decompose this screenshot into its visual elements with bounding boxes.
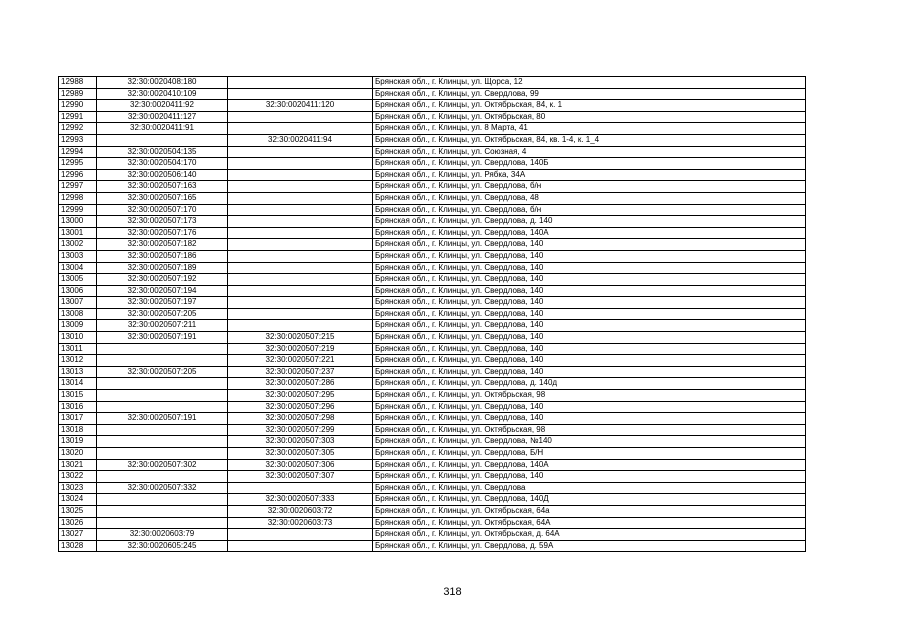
page-number: 318 <box>443 586 462 598</box>
address-cell: Брянская обл., г. Клинцы, ул. Свердлова, 140Д <box>373 494 806 506</box>
address-cell: Брянская обл., г. Клинцы, ул. Свердлова, 140 <box>373 471 806 483</box>
cadastral-number-cell: 32:30:0020605:245 <box>97 540 228 552</box>
related-cadastral-number-cell <box>228 262 373 274</box>
cadastral-number-cell: 32:30:0020506:140 <box>97 169 228 181</box>
related-cadastral-number-cell: 32:30:0020507:295 <box>228 390 373 402</box>
cadastral-number-cell <box>97 134 228 146</box>
table-row <box>59 297 806 309</box>
related-cadastral-number-cell <box>228 77 373 89</box>
address-cell: Брянская обл., г. Клинцы, ул. Октябрьская, д. 64А <box>373 529 806 541</box>
address-cell: Брянская обл., г. Клинцы, ул. Свердлова, 48 <box>373 192 806 204</box>
row-number-cell: 13013 <box>59 366 97 378</box>
cadastral-number-cell: 32:30:0020411:127 <box>97 111 228 123</box>
row-number-cell: 13027 <box>59 529 97 541</box>
row-number-cell: 13012 <box>59 355 97 367</box>
related-cadastral-number-cell <box>228 169 373 181</box>
row-number-cell: 13006 <box>59 285 97 297</box>
row-number-cell: 12995 <box>59 158 97 170</box>
table-row <box>59 448 806 460</box>
row-number-cell: 12996 <box>59 169 97 181</box>
address-cell: Брянская обл., г. Клинцы, ул. Свердлова, 140 <box>373 355 806 367</box>
related-cadastral-number-cell: 32:30:0020603:73 <box>228 517 373 529</box>
address-cell: Брянская обл., г. Клинцы, ул. Свердлова, 140 <box>373 262 806 274</box>
row-number-cell: 13001 <box>59 227 97 239</box>
row-number-cell: 12988 <box>59 77 97 89</box>
cadastral-number-cell: 32:30:0020507:170 <box>97 204 228 216</box>
row-number-cell: 13004 <box>59 262 97 274</box>
table-row <box>59 239 806 251</box>
related-cadastral-number-cell: 32:30:0020603:72 <box>228 505 373 517</box>
address-cell: Брянская обл., г. Клинцы, ул. Свердлова, 140 <box>373 366 806 378</box>
row-number-cell: 13024 <box>59 494 97 506</box>
address-cell: Брянская обл., г. Клинцы, ул. Октябрьская, 98 <box>373 390 806 402</box>
cadastral-number-cell <box>97 378 228 390</box>
related-cadastral-number-cell: 32:30:0020411:94 <box>228 134 373 146</box>
row-number-cell: 13003 <box>59 250 97 262</box>
registry-table-body <box>59 77 806 552</box>
row-number-cell: 13014 <box>59 378 97 390</box>
related-cadastral-number-cell <box>228 216 373 228</box>
address-cell: Брянская обл., г. Клинцы, ул. Союзная, 4 <box>373 146 806 158</box>
table-row <box>59 332 806 344</box>
cadastral-number-cell: 32:30:0020410:109 <box>97 88 228 100</box>
related-cadastral-number-cell <box>228 123 373 135</box>
related-cadastral-number-cell <box>228 540 373 552</box>
table-row <box>59 366 806 378</box>
related-cadastral-number-cell: 32:30:0020507:298 <box>228 413 373 425</box>
cadastral-number-cell <box>97 436 228 448</box>
related-cadastral-number-cell <box>228 181 373 193</box>
address-cell: Брянская обл., г. Клинцы, ул. Свердлова, 99 <box>373 88 806 100</box>
cadastral-number-cell <box>97 448 228 460</box>
table-row <box>59 378 806 390</box>
cadastral-number-cell: 32:30:0020507:173 <box>97 216 228 228</box>
cadastral-number-cell <box>97 505 228 517</box>
row-number-cell: 13025 <box>59 505 97 517</box>
table-row <box>59 169 806 181</box>
row-number-cell: 12989 <box>59 88 97 100</box>
related-cadastral-number-cell: 32:30:0020507:303 <box>228 436 373 448</box>
table-row <box>59 471 806 483</box>
address-cell: Брянская обл., г. Клинцы, ул. Октябрьская, 84, кв. 1-4, к. 1_4 <box>373 134 806 146</box>
address-cell: Брянская обл., г. Клинцы, ул. Свердлова, 140А <box>373 227 806 239</box>
cadastral-number-cell <box>97 494 228 506</box>
table-row <box>59 413 806 425</box>
table-row <box>59 88 806 100</box>
row-number-cell: 13020 <box>59 448 97 460</box>
row-number-cell: 13028 <box>59 540 97 552</box>
related-cadastral-number-cell: 32:30:0020507:307 <box>228 471 373 483</box>
related-cadastral-number-cell: 32:30:0020507:221 <box>228 355 373 367</box>
table-row <box>59 459 806 471</box>
address-cell: Брянская обл., г. Клинцы, ул. Щорса, 12 <box>373 77 806 89</box>
address-cell: Брянская обл., г. Клинцы, ул. 8 Марта, 41 <box>373 123 806 135</box>
cadastral-number-cell: 32:30:0020507:197 <box>97 297 228 309</box>
related-cadastral-number-cell: 32:30:0020507:296 <box>228 401 373 413</box>
row-number-cell: 13009 <box>59 320 97 332</box>
table-row <box>59 320 806 332</box>
table-row <box>59 517 806 529</box>
table-row <box>59 227 806 239</box>
address-cell: Брянская обл., г. Клинцы, ул. Свердлова, 140 <box>373 343 806 355</box>
address-cell: Брянская обл., г. Клинцы, ул. Свердлова, 140А <box>373 459 806 471</box>
row-number-cell: 13023 <box>59 482 97 494</box>
row-number-cell: 13019 <box>59 436 97 448</box>
related-cadastral-number-cell <box>228 529 373 541</box>
row-number-cell: 13008 <box>59 308 97 320</box>
table-row <box>59 134 806 146</box>
related-cadastral-number-cell: 32:30:0020507:306 <box>228 459 373 471</box>
table-row <box>59 274 806 286</box>
address-cell: Брянская обл., г. Клинцы, ул. Свердлова, 140 <box>373 274 806 286</box>
cadastral-number-cell: 32:30:0020507:205 <box>97 308 228 320</box>
row-number-cell: 13010 <box>59 332 97 344</box>
address-cell: Брянская обл., г. Клинцы, ул. Свердлова, 140 <box>373 320 806 332</box>
cadastral-number-cell: 32:30:0020507:194 <box>97 285 228 297</box>
related-cadastral-number-cell <box>228 308 373 320</box>
table-row <box>59 308 806 320</box>
related-cadastral-number-cell <box>228 111 373 123</box>
row-number-cell: 13021 <box>59 459 97 471</box>
cadastral-number-cell <box>97 355 228 367</box>
table-row <box>59 250 806 262</box>
cadastral-number-cell: 32:30:0020507:191 <box>97 413 228 425</box>
address-cell: Брянская обл., г. Клинцы, ул. Свердлова, 140 <box>373 332 806 344</box>
row-number-cell: 13007 <box>59 297 97 309</box>
related-cadastral-number-cell: 32:30:0020507:305 <box>228 448 373 460</box>
table-row <box>59 424 806 436</box>
table-row <box>59 505 806 517</box>
related-cadastral-number-cell: 32:30:0020507:219 <box>228 343 373 355</box>
table-row <box>59 216 806 228</box>
related-cadastral-number-cell <box>228 239 373 251</box>
row-number-cell: 12999 <box>59 204 97 216</box>
address-cell: Брянская обл., г. Клинцы, ул. Свердлова, 140 <box>373 401 806 413</box>
cadastral-number-cell: 32:30:0020408:180 <box>97 77 228 89</box>
related-cadastral-number-cell <box>228 204 373 216</box>
table-row <box>59 204 806 216</box>
address-cell: Брянская обл., г. Клинцы, ул. Свердлова, Б/Н <box>373 448 806 460</box>
table-row <box>59 436 806 448</box>
table-row <box>59 192 806 204</box>
address-cell: Брянская обл., г. Клинцы, ул. Свердлова <box>373 482 806 494</box>
table-row <box>59 529 806 541</box>
table-row <box>59 262 806 274</box>
row-number-cell: 13005 <box>59 274 97 286</box>
cadastral-number-cell <box>97 343 228 355</box>
related-cadastral-number-cell <box>228 192 373 204</box>
cadastral-number-cell: 32:30:0020507:165 <box>97 192 228 204</box>
related-cadastral-number-cell <box>228 146 373 158</box>
registry-table <box>58 76 806 552</box>
table-row <box>59 181 806 193</box>
related-cadastral-number-cell <box>228 250 373 262</box>
address-cell: Брянская обл., г. Клинцы, ул. Рябка, 34А <box>373 169 806 181</box>
row-number-cell: 12997 <box>59 181 97 193</box>
related-cadastral-number-cell: 32:30:0020507:215 <box>228 332 373 344</box>
row-number-cell: 12998 <box>59 192 97 204</box>
table-row <box>59 285 806 297</box>
row-number-cell: 12991 <box>59 111 97 123</box>
related-cadastral-number-cell: 32:30:0020507:237 <box>228 366 373 378</box>
address-cell: Брянская обл., г. Клинцы, ул. Свердлова, 140Б <box>373 158 806 170</box>
table-row <box>59 494 806 506</box>
address-cell: Брянская обл., г. Клинцы, ул. Свердлова, б/н <box>373 204 806 216</box>
row-number-cell: 12992 <box>59 123 97 135</box>
cadastral-number-cell: 32:30:0020507:211 <box>97 320 228 332</box>
table-row <box>59 77 806 89</box>
cadastral-number-cell: 32:30:0020507:186 <box>97 250 228 262</box>
row-number-cell: 13016 <box>59 401 97 413</box>
cadastral-number-cell: 32:30:0020411:92 <box>97 100 228 112</box>
table-row <box>59 146 806 158</box>
cadastral-number-cell: 32:30:0020507:182 <box>97 239 228 251</box>
cadastral-number-cell <box>97 471 228 483</box>
address-cell: Брянская обл., г. Клинцы, ул. Свердлова, д. 59А <box>373 540 806 552</box>
address-cell: Брянская обл., г. Клинцы, ул. Октябрьская, 98 <box>373 424 806 436</box>
cadastral-number-cell: 32:30:0020603:79 <box>97 529 228 541</box>
address-cell: Брянская обл., г. Клинцы, ул. Октябрьская, 84, к. 1 <box>373 100 806 112</box>
row-number-cell: 13026 <box>59 517 97 529</box>
table-row <box>59 482 806 494</box>
row-number-cell: 13018 <box>59 424 97 436</box>
address-cell: Брянская обл., г. Клинцы, ул. Свердлова, 140 <box>373 297 806 309</box>
cadastral-number-cell <box>97 517 228 529</box>
related-cadastral-number-cell: 32:30:0020411:120 <box>228 100 373 112</box>
address-cell: Брянская обл., г. Клинцы, ул. Свердлова, 140 <box>373 239 806 251</box>
cadastral-number-cell: 32:30:0020507:332 <box>97 482 228 494</box>
cadastral-number-cell <box>97 424 228 436</box>
row-number-cell: 12993 <box>59 134 97 146</box>
address-cell: Брянская обл., г. Клинцы, ул. Свердлова, 140 <box>373 250 806 262</box>
address-cell: Брянская обл., г. Клинцы, ул. Октябрьская, 64А <box>373 517 806 529</box>
related-cadastral-number-cell <box>228 482 373 494</box>
related-cadastral-number-cell <box>228 88 373 100</box>
cadastral-number-cell: 32:30:0020507:302 <box>97 459 228 471</box>
table-row <box>59 401 806 413</box>
row-number-cell: 12990 <box>59 100 97 112</box>
row-number-cell: 13011 <box>59 343 97 355</box>
row-number-cell: 13022 <box>59 471 97 483</box>
address-cell: Брянская обл., г. Клинцы, ул. Свердлова, д. 140 <box>373 216 806 228</box>
row-number-cell: 13000 <box>59 216 97 228</box>
table-row <box>59 111 806 123</box>
address-cell: Брянская обл., г. Клинцы, ул. Свердлова, 140 <box>373 308 806 320</box>
table-row <box>59 390 806 402</box>
related-cadastral-number-cell <box>228 274 373 286</box>
row-number-cell: 12994 <box>59 146 97 158</box>
table-row <box>59 158 806 170</box>
cadastral-number-cell: 32:30:0020504:135 <box>97 146 228 158</box>
related-cadastral-number-cell <box>228 158 373 170</box>
related-cadastral-number-cell <box>228 320 373 332</box>
table-row <box>59 100 806 112</box>
cadastral-number-cell: 32:30:0020411:91 <box>97 123 228 135</box>
address-cell: Брянская обл., г. Клинцы, ул. Октябрьская, 64а <box>373 505 806 517</box>
address-cell: Брянская обл., г. Клинцы, ул. Свердлова, д. 140д <box>373 378 806 390</box>
cadastral-number-cell <box>97 390 228 402</box>
row-number-cell: 13015 <box>59 390 97 402</box>
related-cadastral-number-cell: 32:30:0020507:286 <box>228 378 373 390</box>
cadastral-number-cell: 32:30:0020507:191 <box>97 332 228 344</box>
cadastral-number-cell <box>97 401 228 413</box>
cadastral-number-cell: 32:30:0020504:170 <box>97 158 228 170</box>
table-row <box>59 343 806 355</box>
row-number-cell: 13002 <box>59 239 97 251</box>
related-cadastral-number-cell <box>228 227 373 239</box>
related-cadastral-number-cell: 32:30:0020507:299 <box>228 424 373 436</box>
related-cadastral-number-cell: 32:30:0020507:333 <box>228 494 373 506</box>
cadastral-number-cell: 32:30:0020507:192 <box>97 274 228 286</box>
cadastral-number-cell: 32:30:0020507:163 <box>97 181 228 193</box>
address-cell: Брянская обл., г. Клинцы, ул. Октябрьская, 80 <box>373 111 806 123</box>
address-cell: Брянская обл., г. Клинцы, ул. Свердлова, 140 <box>373 285 806 297</box>
address-cell: Брянская обл., г. Клинцы, ул. Свердлова, б/н <box>373 181 806 193</box>
cadastral-number-cell: 32:30:0020507:205 <box>97 366 228 378</box>
address-cell: Брянская обл., г. Клинцы, ул. Свердлова, №140 <box>373 436 806 448</box>
cadastral-number-cell: 32:30:0020507:189 <box>97 262 228 274</box>
related-cadastral-number-cell <box>228 297 373 309</box>
row-number-cell: 13017 <box>59 413 97 425</box>
cadastral-number-cell: 32:30:0020507:176 <box>97 227 228 239</box>
table-row <box>59 540 806 552</box>
related-cadastral-number-cell <box>228 285 373 297</box>
table-row <box>59 123 806 135</box>
table-row <box>59 355 806 367</box>
address-cell: Брянская обл., г. Клинцы, ул. Свердлова, 140 <box>373 413 806 425</box>
